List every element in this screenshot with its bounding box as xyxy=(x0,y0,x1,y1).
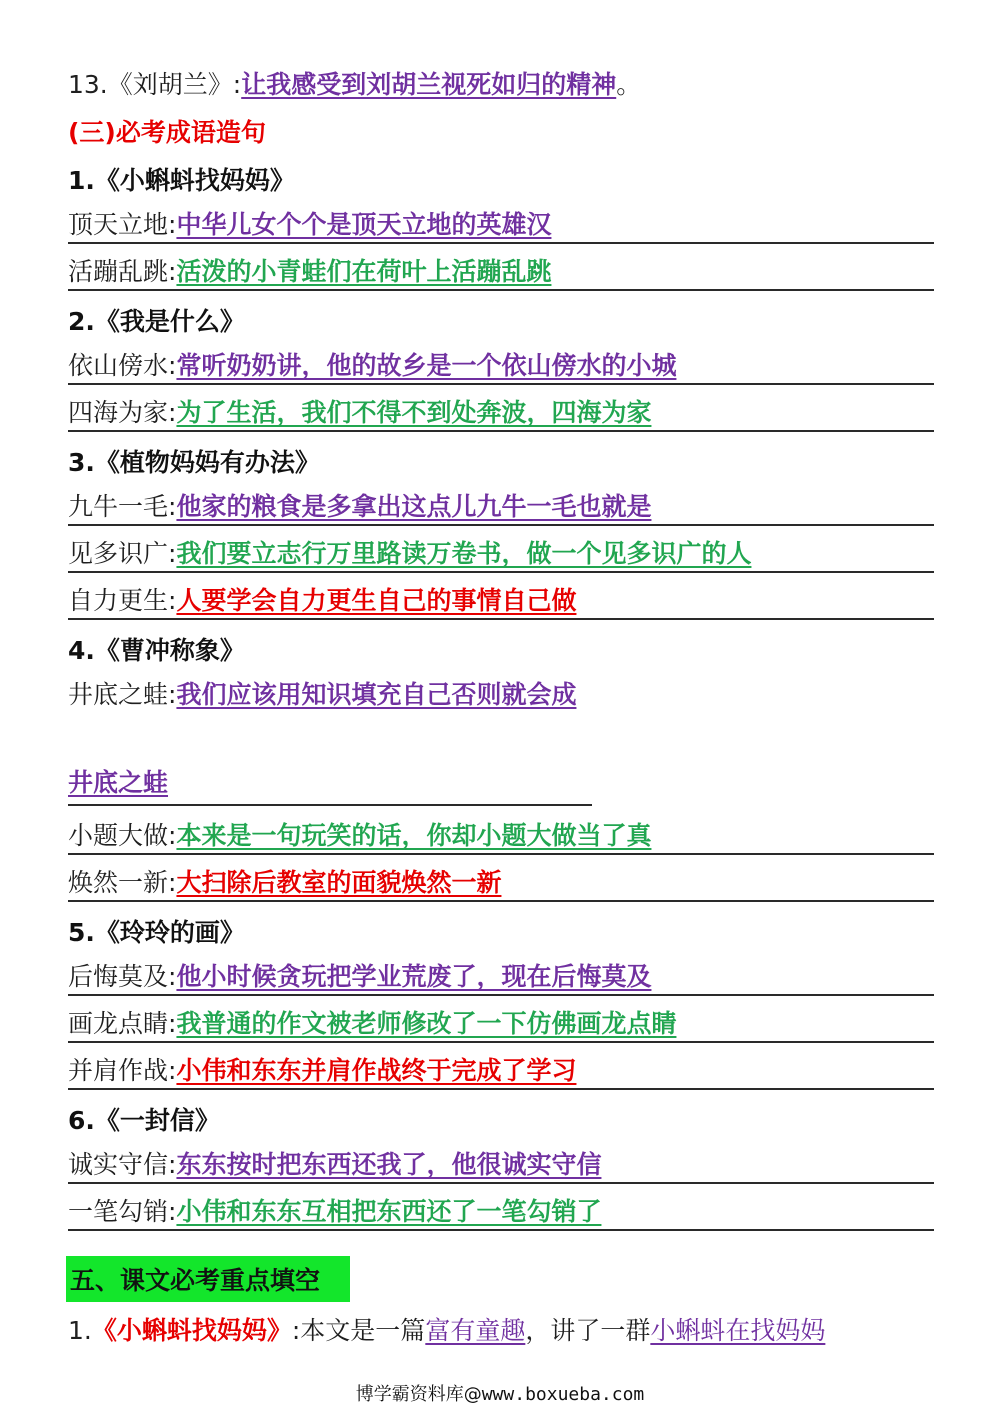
item-13-title: 《刘胡兰》: xyxy=(107,70,242,99)
idiom-row xyxy=(68,200,934,244)
idiom-sentence: 本来是一句玩笑的话，你却小题大做当了真 xyxy=(176,821,652,850)
idiom-label: 井底之蛙: xyxy=(68,680,177,709)
lesson-2-title: 2.《我是什么》 xyxy=(68,307,245,336)
lesson-4-title: 4.《曹冲称象》 xyxy=(68,636,245,665)
section-5-title: 五、课文必考重点填空 xyxy=(70,1266,321,1295)
fill-1-text-a: :本文是一篇 xyxy=(291,1316,426,1345)
idiom-row xyxy=(68,999,934,1043)
idiom-label: 四海为家: xyxy=(68,398,177,427)
idiom-sentence: 我普通的作文被老师修改了一下仿佛画龙点睛 xyxy=(176,1009,677,1038)
idiom-label: 焕然一新: xyxy=(68,868,177,897)
idiom-label: 诚实守信: xyxy=(68,1150,177,1179)
idiom-row xyxy=(68,1046,934,1090)
idiom-row xyxy=(68,388,934,432)
item-13-answer: 让我感受到刘胡兰视死如归的精神 xyxy=(241,70,617,99)
item-13-number: 13. xyxy=(68,70,108,99)
footer-site: www.boxueba.com xyxy=(481,1384,645,1405)
item-13-row xyxy=(68,60,934,102)
idiom-row xyxy=(68,858,934,902)
idiom-row xyxy=(68,811,934,855)
lesson-6-title: 6.《一封信》 xyxy=(68,1106,220,1135)
lesson-3-title: 3.《植物妈妈有办法》 xyxy=(68,448,320,477)
idiom-sentence: 人要学会自力更生自己的事情自己做 xyxy=(176,586,577,615)
idiom-label: 顶天立地: xyxy=(68,210,177,239)
idiom-sentence: 中华儿女个个是顶天立地的英雄汉 xyxy=(176,210,552,239)
idiom-continuation-row xyxy=(68,758,592,806)
idiom-row xyxy=(68,482,934,526)
lesson-1-title: 1.《小蝌蚪找妈妈》 xyxy=(68,166,295,195)
idiom-label: 小题大做: xyxy=(68,821,177,850)
idiom-row xyxy=(68,529,934,573)
idiom-label: 九牛一毛: xyxy=(68,492,177,521)
idiom-row xyxy=(68,247,934,291)
idiom-label: 后悔莫及: xyxy=(68,962,177,991)
idiom-sentence: 小伟和东东并肩作战终于完成了学习 xyxy=(176,1056,577,1085)
fill-1-number: 1. xyxy=(68,1316,92,1345)
footer-prefix: 博学霸资料库@ xyxy=(355,1384,482,1405)
section-5-banner xyxy=(66,1256,350,1302)
fill-1-title: 《小蝌蚪找妈妈》 xyxy=(91,1316,292,1345)
idiom-label: 活蹦乱跳: xyxy=(68,257,177,286)
idiom-row xyxy=(68,670,934,712)
idiom-row xyxy=(68,341,934,385)
idiom-label: 见多识广: xyxy=(68,539,177,568)
idiom-sentence: 我们应该用知识填充自己否则就会成 xyxy=(176,680,577,709)
idiom-sentence: 他家的粮食是多拿出这点儿九牛一毛也就是 xyxy=(176,492,652,521)
idiom-sentence: 他小时候贪玩把学业荒废了，现在后悔莫及 xyxy=(176,962,652,991)
idiom-label: 并肩作战: xyxy=(68,1056,177,1085)
idiom-sentence: 为了生活，我们不得不到处奔波，四海为家 xyxy=(176,398,652,427)
idiom-sentence: 活泼的小青蛙们在荷叶上活蹦乱跳 xyxy=(176,257,552,286)
idiom-sentence: 小伟和东东互相把东西还了一笔勾销了 xyxy=(176,1197,602,1226)
idiom-sentence: 常听奶奶讲，他的故乡是一个依山傍水的小城 xyxy=(176,351,677,380)
footer-watermark xyxy=(0,1380,1000,1406)
section-3-title: (三)必考成语造句 xyxy=(68,118,266,147)
fill-in-row xyxy=(68,1306,934,1348)
idiom-sentence-continuation: 井底之蛙 xyxy=(68,768,169,797)
idiom-label: 依山傍水: xyxy=(68,351,177,380)
idiom-row xyxy=(68,1140,934,1184)
idiom-label: 画龙点睛: xyxy=(68,1009,177,1038)
idiom-label: 一笔勾销: xyxy=(68,1197,177,1226)
idiom-sentence: 东东按时把东西还我了，他很诚实守信 xyxy=(176,1150,602,1179)
fill-1-blank-b: 小蝌蚪在找妈妈 xyxy=(650,1316,826,1345)
idiom-row xyxy=(68,576,934,620)
lesson-5-title: 5.《玲玲的画》 xyxy=(68,918,245,947)
idiom-label: 自力更生: xyxy=(68,586,177,615)
fill-1-blank-a: 富有童趣 xyxy=(425,1316,526,1345)
idiom-row xyxy=(68,1187,934,1231)
idiom-sentence: 我们要立志行万里路读万卷书，做一个见多识广的人 xyxy=(176,539,752,568)
idiom-row xyxy=(68,952,934,996)
idiom-sentence: 大扫除后教室的面貌焕然一新 xyxy=(176,868,502,897)
item-13-end: 。 xyxy=(616,70,642,99)
fill-1-text-b: ，讲了一群 xyxy=(525,1316,651,1345)
